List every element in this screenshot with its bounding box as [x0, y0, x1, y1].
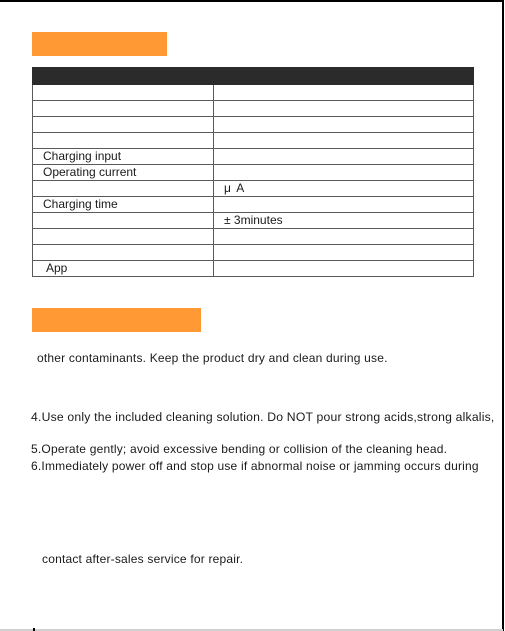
note-4-cleaning-solution: 4.Use only the included cleaning solution. Do NOT pour strong acids,strong alkalis,	[31, 410, 495, 424]
table-header-parameter	[33, 68, 214, 85]
table-row	[33, 181, 474, 197]
spec-value-microamp: μ A	[214, 181, 474, 197]
spec-value	[214, 117, 474, 133]
table-row	[33, 101, 474, 117]
spec-key	[33, 181, 214, 197]
page-border-top	[0, 0, 503, 2]
note-contaminants: other contaminants. Keep the product dry and clean during use.	[37, 351, 388, 365]
spec-key	[33, 213, 214, 229]
table-header-row	[33, 68, 474, 85]
table-row	[33, 245, 474, 261]
spec-value	[214, 101, 474, 117]
table-row	[33, 133, 474, 149]
note-6-power-off: 6.Immediately power off and stop use if abnormal noise or jamming occurs during	[31, 459, 479, 473]
note-5-operate-gently: 5.Operate gently; avoid excessive bending or collision of the cleaning head.	[31, 442, 448, 456]
table-row	[33, 261, 474, 277]
spec-key-operating-current: Operating current	[33, 165, 214, 181]
spec-value	[214, 165, 474, 181]
spec-key	[33, 85, 214, 101]
spec-value	[214, 245, 474, 261]
spec-value	[214, 85, 474, 101]
table-row	[33, 197, 474, 213]
note-contact-service: contact after-sales service for repair.	[42, 552, 244, 566]
specifications-table	[32, 67, 474, 277]
spec-value	[214, 229, 474, 245]
table-row	[33, 213, 474, 229]
spec-key	[33, 101, 214, 117]
spec-value	[214, 133, 474, 149]
spec-key	[33, 117, 214, 133]
spec-key	[33, 133, 214, 149]
table-header-value	[214, 68, 474, 85]
spec-key-charging-input: Charging input	[33, 149, 214, 165]
table-row	[33, 229, 474, 245]
spec-value	[214, 197, 474, 213]
spec-value	[214, 261, 474, 277]
specifications-section-header	[32, 32, 167, 56]
spec-key-app: App	[33, 261, 214, 277]
precautions-section-header	[32, 308, 201, 332]
table-row	[33, 117, 474, 133]
spec-value-charging-tolerance: ± 3minutes	[214, 213, 474, 229]
table-row	[33, 165, 474, 181]
spec-key	[33, 245, 214, 261]
table-row	[33, 85, 474, 101]
spec-value	[214, 149, 474, 165]
spec-key	[33, 229, 214, 245]
page-border-right	[502, 0, 504, 631]
table-row	[33, 149, 474, 165]
spec-key-charging-time: Charging time	[33, 197, 214, 213]
